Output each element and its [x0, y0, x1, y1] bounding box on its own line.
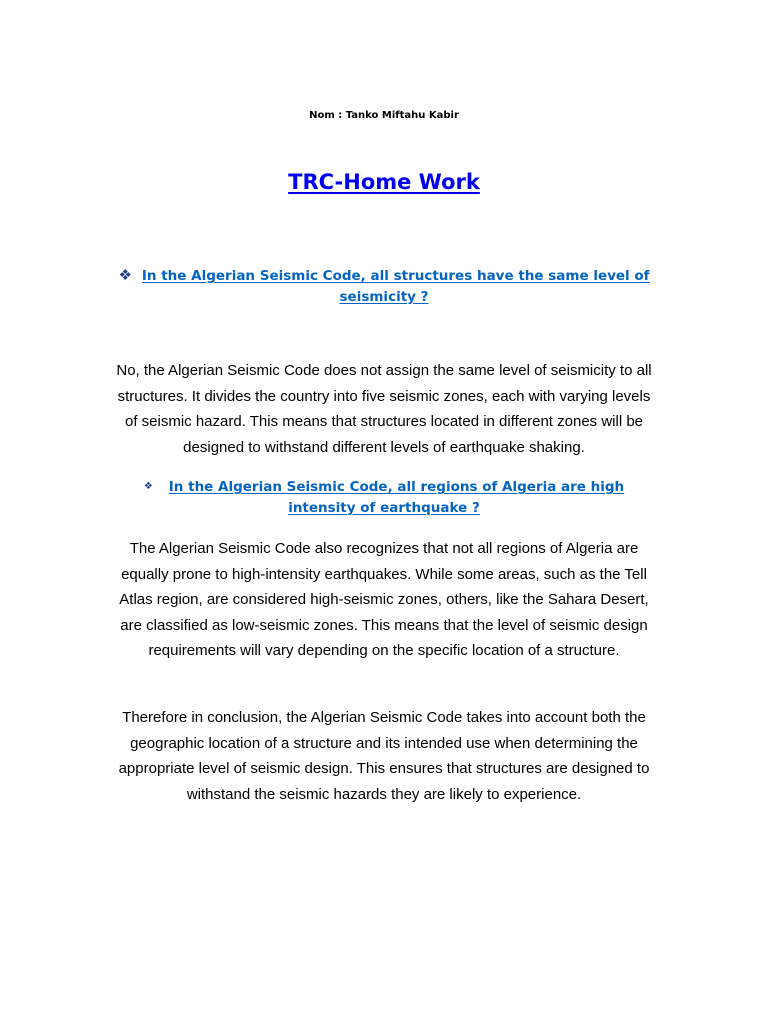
question-1-line-1: In the Algerian Seismic Code, all structures have the same level of [141, 268, 650, 284]
author-line: Nom : Tanko Miftahu Kabir [309, 110, 459, 121]
answer-paragraph-1: No, the Algerian Seismic Code does not assign the same level of seismicity to all structures. It divides the country into five seismic zones, each with varying levels of seismic hazard. This means that structures located in different zones will be designed to withstand different levels of earthquake shaking. [116, 362, 652, 456]
answer-paragraph-2: The Algerian Seismic Code also recognizes that not all regions of Algeria are equally prone to high-intensity earthquakes. While some areas, such as the Tell Atlas region, are considered high-seismic zones, others, like the Sahara Desert, are classified as low-seismic zones. This means that the level of seismic design requirements will vary depending on the specific location of a structure. [119, 540, 649, 659]
diamond-bullet-icon: ❖ [143, 481, 153, 492]
question-2-line-1: In the Algerian Seismic Code, all regions of Algeria are high [168, 479, 625, 495]
conclusion-paragraph: Therefore in conclusion, the Algerian Seismic Code takes into account both the geographic location of a structure and its intended use when determining the appropriate level of seismic design. This ensures that structures are designed to withstand the seismic hazards they are likely to experience. [118, 709, 650, 803]
question-2-line-2: intensity of earthquake ? [288, 500, 480, 516]
question-1-line-2: seismicity ? [339, 289, 429, 305]
question-2 [0, 476, 768, 519]
diamond-bullet-icon: ❖ [118, 266, 132, 284]
document-title-text: TRC-Home Work [288, 170, 480, 194]
document-title [0, 168, 768, 196]
question-1 [0, 265, 768, 308]
